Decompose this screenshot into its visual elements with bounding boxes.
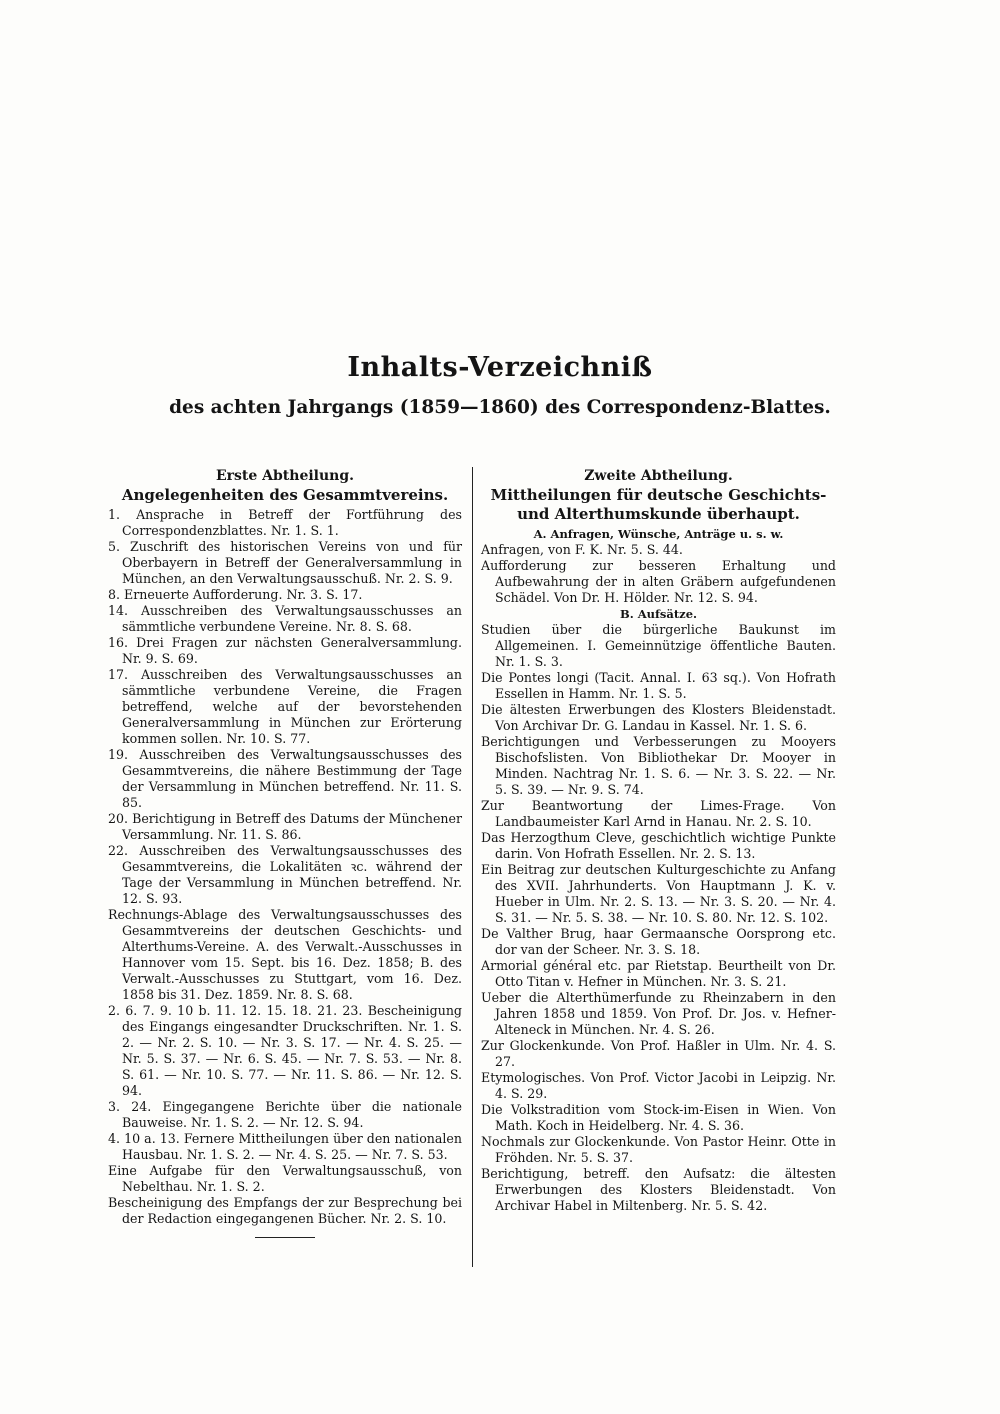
subsection-a-heading: A. Anfragen, Wünsche, Anträge u. s. w. xyxy=(533,527,784,541)
subsection-b-entry-list xyxy=(481,622,836,1214)
index-entry: Bescheinigung des Empfangs der zur Besprechung bei der Redaction eingegangenen Bücher. Nr. 2. S. 10. xyxy=(108,1195,462,1226)
index-entry: Ein Beitrag zur deutschen Kulturgeschichte zu Anfang des XVII. Jahrhunderts. Von Hauptmann J. K. v. Hueber in Ulm. Nr. 2. S. 13. — Nr. 3. S. 20. — Nr. 4. S. 31. — Nr. 5. S. 38. — Nr. 10. S. 80. Nr. 12. S. 102. xyxy=(481,862,836,925)
index-entry: 19. Ausschreiben des Verwaltungsausschusses des Gesammtvereins, die nähere Bestimmung der Tage der Versammlung in München betreffend. Nr. 11. S. 85. xyxy=(108,747,462,810)
index-entry: Berichtigung, betreff. den Aufsatz: die ältesten Erwerbungen des Klosters Bleidenstadt. Von Archivar Habel in Miltenberg. Nr. 5. S. 42. xyxy=(481,1166,836,1213)
index-entry: Aufforderung zur besseren Erhaltung und Aufbewahrung der in alten Gräbern aufgefundenen Schädel. Von Dr. H. Hölder. Nr. 12. S. 94. xyxy=(481,558,836,605)
index-entry: 1. Ansprache in Betreff der Fortführung des Correspondenzblattes. Nr. 1. S. 1. xyxy=(108,507,462,538)
index-entry: 22. Ausschreiben des Verwaltungsausschusses des Gesammtvereins, die Lokalitäten ꝛc. während der Tage der Versammlung in München betreffend. Nr. 12. S. 93. xyxy=(108,843,462,906)
right-division-heading: Zweite Abtheilung. xyxy=(584,468,733,484)
index-entry: Studien über die bürgerliche Baukunst im Allgemeinen. I. Gemeinnützige öffentliche Bauten. Nr. 1. S. 3. xyxy=(481,622,836,669)
left-entry-list xyxy=(108,507,462,1227)
left-division-heading: Erste Abtheilung. xyxy=(215,468,355,484)
index-entry: 5. Zuschrift des historischen Vereins von und für Oberbayern in Betreff der Generalversammlung in München, an den Verwaltungsausschuß. Nr. 2. S. 9. xyxy=(108,539,462,586)
index-entry: 2. 6. 7. 9. 10 b. 11. 12. 15. 18. 21. 23. Bescheinigung des Eingangs eingesandter Druckschriften. Nr. 1. S. 2. — Nr. 2. S. 10. — Nr. 3. S. 17. — Nr. 4. S. 25. — Nr. 5. S. 37. — Nr. 6. S. 45. — Nr. 7. S. 53. — Nr. 8. S. 61. — Nr. 10. S. 77. — Nr. 11. S. 86. — Nr. 12. S. 94. xyxy=(108,1003,462,1098)
index-entry: Eine Aufgabe für den Verwaltungsausschuß, von Nebelthau. Nr. 1. S. 2. xyxy=(108,1163,462,1194)
index-entry: Das Herzogthum Cleve, geschichtlich wichtige Punkte darin. Von Hofrath Essellen. Nr. 2. S. 13. xyxy=(481,830,836,861)
index-entry: 16. Drei Fragen zur nächsten Generalversammlung. Nr. 9. S. 69. xyxy=(108,635,462,666)
index-entry: Armorial général etc. par Rietstap. Beurtheilt von Dr. Otto Titan v. Hefner in München. Nr. 3. S. 21. xyxy=(481,958,836,989)
index-entry: Etymologisches. Von Prof. Victor Jacobi in Leipzig. Nr. 4. S. 29. xyxy=(481,1070,836,1101)
page-title: Inhalts-Verzeichniß xyxy=(347,352,653,383)
index-entry: Berichtigungen und Verbesserungen zu Mooyers Bischofslisten. Von Bibliothekar Dr. Mooyer in Minden. Nachtrag Nr. 1. S. 6. — Nr. 3. S. 22. — Nr. 5. S. 39. — Nr. 9. S. 74. xyxy=(481,734,836,797)
index-entry: Nochmals zur Glockenkunde. Von Pastor Heinr. Otte in Fröhden. Nr. 5. S. 37. xyxy=(481,1134,836,1165)
index-entry: 8. Erneuerte Aufforderung. Nr. 3. S. 17. xyxy=(108,587,363,602)
column-divider xyxy=(472,467,473,1267)
index-entry: 4. 10 a. 13. Fernere Mittheilungen über den nationalen Hausbau. Nr. 1. S. 2. — Nr. 4. S. 25. — Nr. 7. S. 53. xyxy=(108,1131,462,1162)
index-entry: 17. Ausschreiben des Verwaltungsausschusses an sämmtliche verbundene Vereine, die Fragen betreffend, welche auf der bevorstehenden Generalversammlung in München zur Erörterung kommen sollen. Nr. 10. S. 77. xyxy=(108,667,462,746)
index-entry: Zur Glockenkunde. Von Prof. Haßler in Ulm. Nr. 4. S. 27. xyxy=(481,1038,836,1069)
index-entry: 3. 24. Eingegangene Berichte über die nationale Bauweise. Nr. 1. S. 2. — Nr. 12. S. 94. xyxy=(108,1099,462,1130)
index-entry: Anfragen, von F. K. Nr. 5. S. 44. xyxy=(481,542,683,557)
index-entry: Rechnungs-Ablage des Verwaltungsausschusses des Gesammtvereins der deutschen Geschichts- und Alterthums-Vereine. A. des Verwalt.-Ausschusses in Hannover vom 15. Sept. bis 16. Dez. 1858; B. des Verwalt.-Ausschusses zu Stuttgart, vom 16. Dez. 1858 bis 31. Dez. 1859. Nr. 8. S. 68. xyxy=(108,907,462,1002)
index-entry: Die ältesten Erwerbungen des Klosters Bleidenstadt. Von Archivar Dr. G. Landau in Kassel. Nr. 1. S. 6. xyxy=(481,702,836,733)
end-rule xyxy=(255,1237,315,1238)
left-column xyxy=(108,467,462,1238)
index-entry: Zur Beantwortung der Limes-Frage. Von Landbaumeister Karl Arnd in Hanau. Nr. 2. S. 10. xyxy=(481,798,836,829)
index-entry: Ueber die Alterthümerfunde zu Rheinzabern in den Jahren 1858 und 1859. Von Prof. Dr. Jos. v. Hefner-Alteneck in München. Nr. 4. S. 26. xyxy=(481,990,836,1037)
subsection-b-heading: B. Aufsätze. xyxy=(619,607,698,621)
index-entry: De Valther Brug, haar Germaansche Oorsprong etc. dor van der Scheer. Nr. 3. S. 18. xyxy=(481,926,836,957)
index-entry: 20. Berichtigung in Betreff des Datums der Münchener Versammlung. Nr. 11. S. 86. xyxy=(108,811,462,842)
left-section-title: Angelegenheiten des Gesammtvereins. xyxy=(121,486,449,504)
subsection-a-entry-list xyxy=(481,542,836,606)
right-column xyxy=(481,467,836,1214)
page-subtitle: des achten Jahrgangs (1859—1860) des Correspondenz-Blattes. xyxy=(169,397,831,418)
index-entry: Die Pontes longi (Tacit. Annal. I. 63 sq.). Von Hofrath Essellen in Hamm. Nr. 1. S. 5. xyxy=(481,670,836,701)
index-entry: 14. Ausschreiben des Verwaltungsausschusses an sämmtliche verbundene Vereine. Nr. 8. S. 68. xyxy=(108,603,462,634)
index-entry: Die Volkstradition vom Stock-im-Eisen in Wien. Von Math. Koch in Heidelberg. Nr. 4. S. 36. xyxy=(481,1102,836,1133)
right-section-title: Mittheilungen für deutsche Geschichts- und Alterthumskunde überhaupt. xyxy=(490,486,827,523)
